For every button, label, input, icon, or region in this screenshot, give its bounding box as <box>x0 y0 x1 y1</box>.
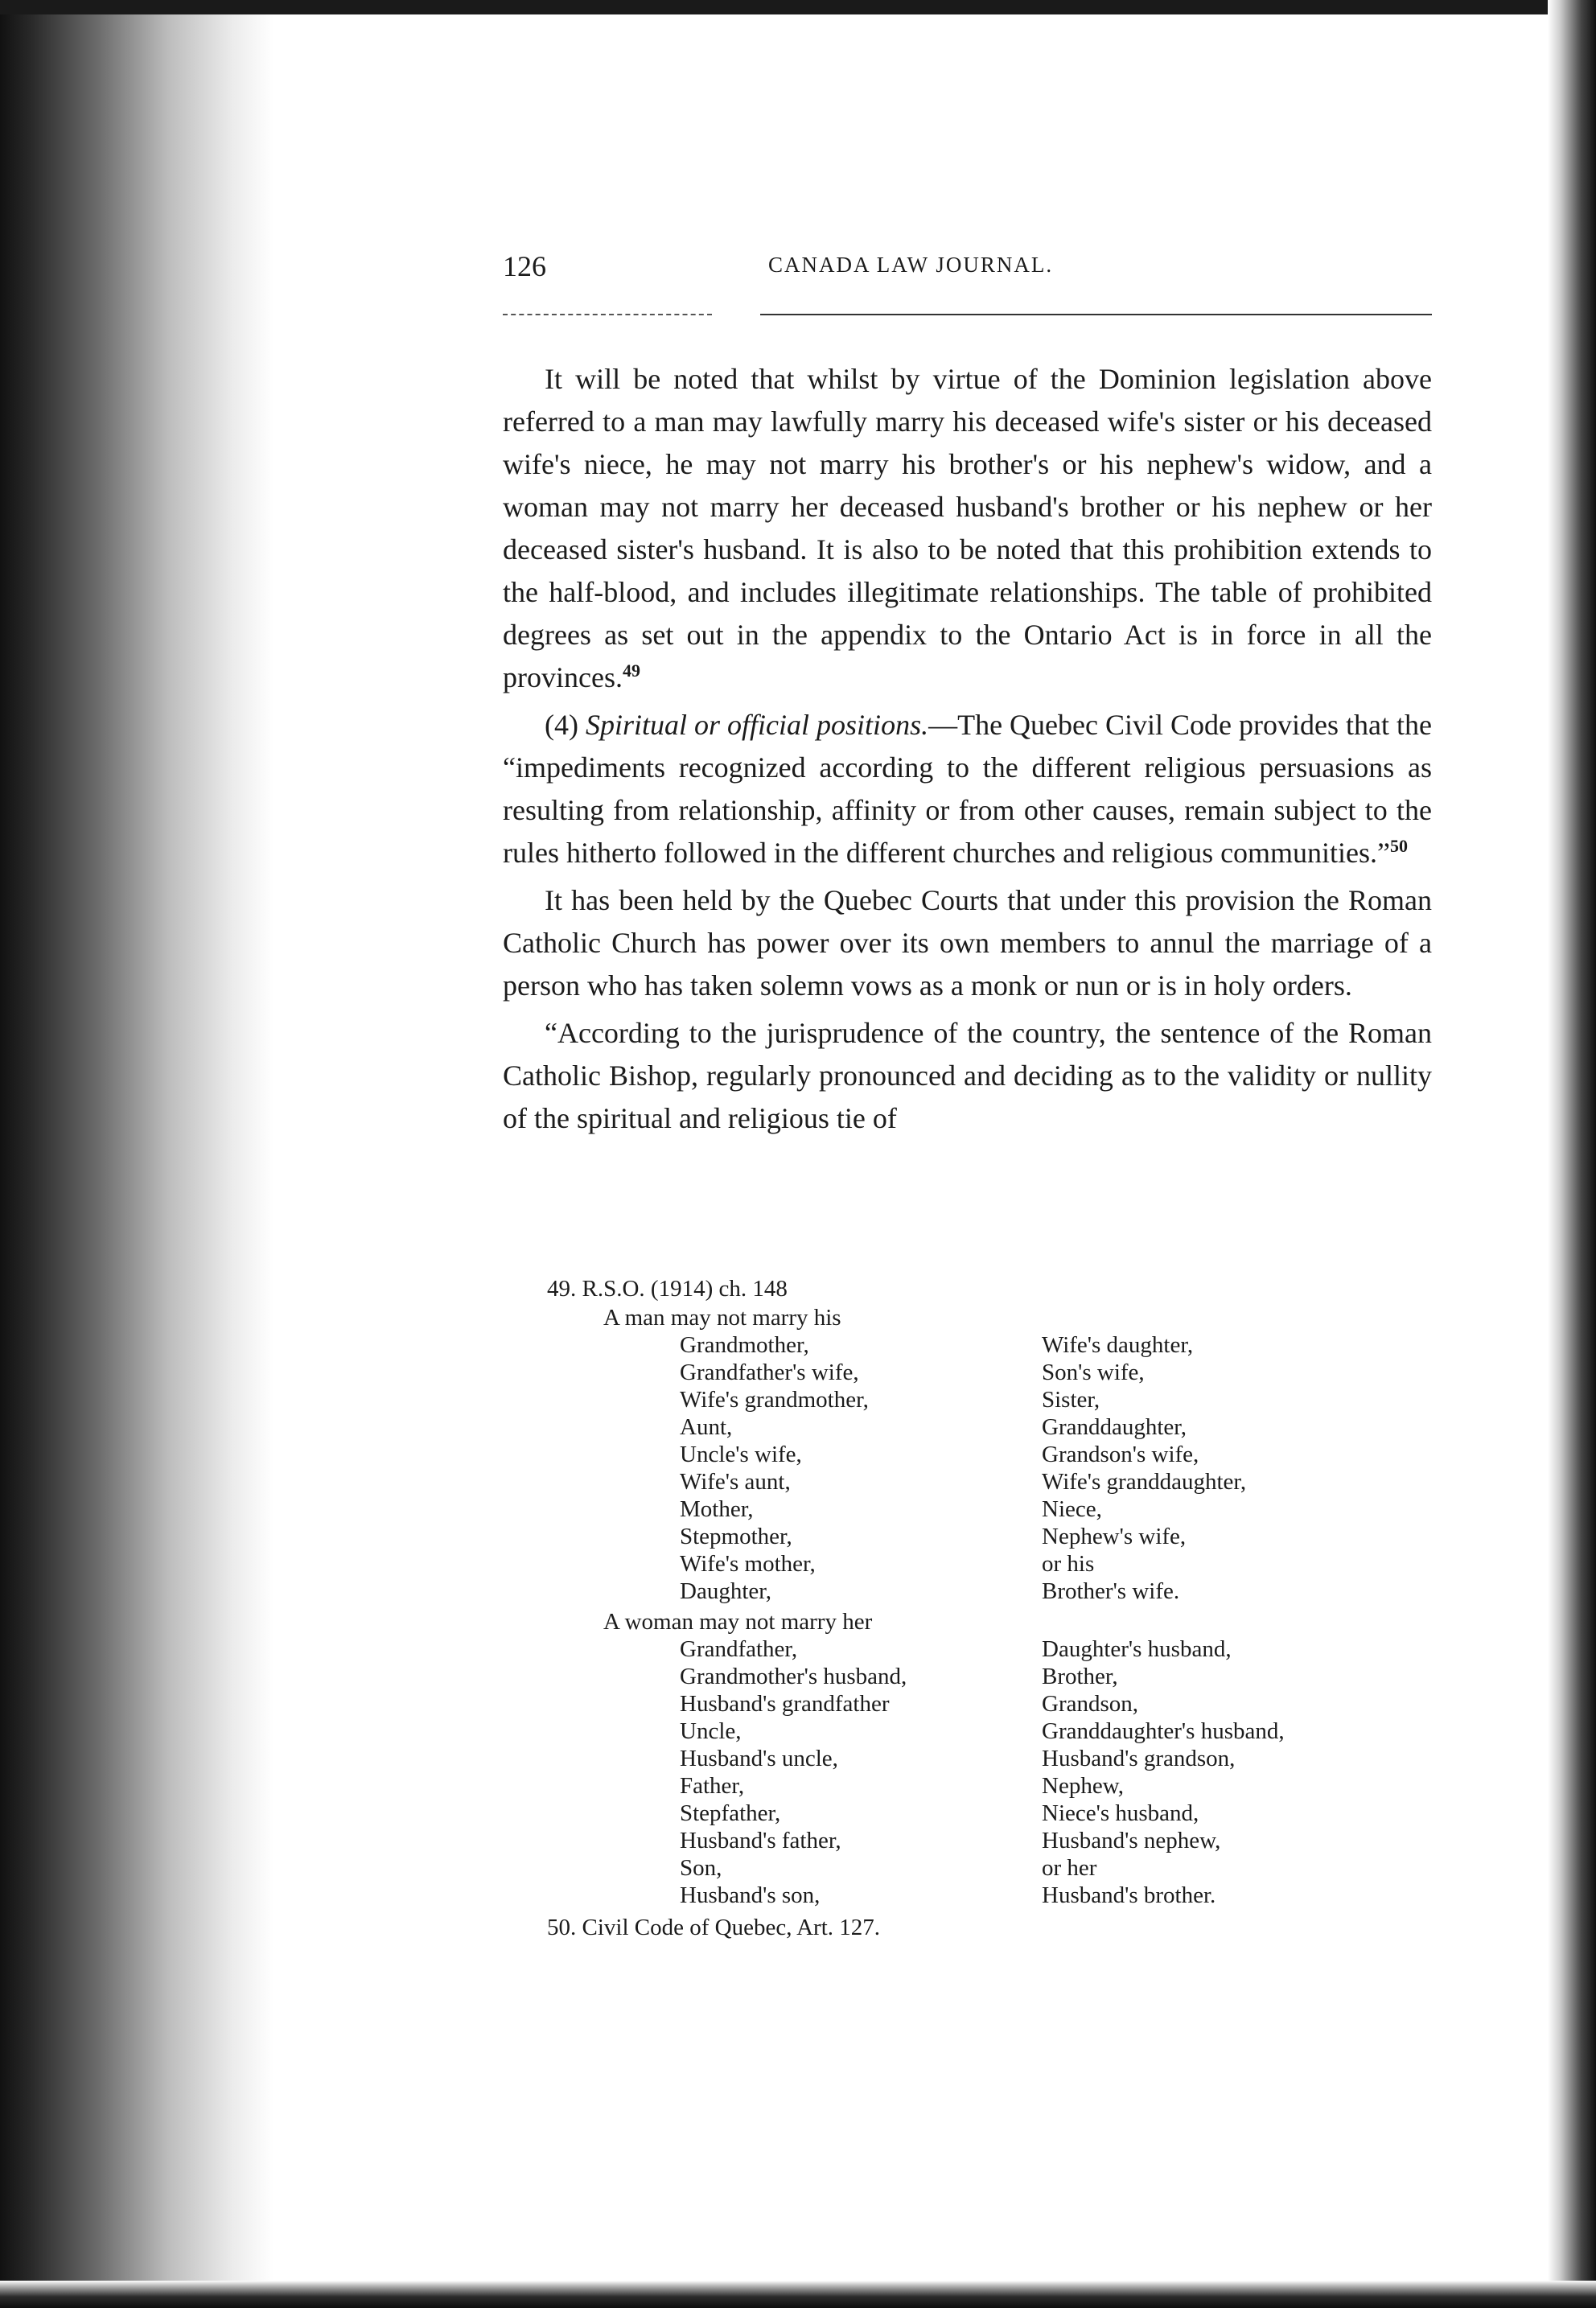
list-item: or her <box>1042 1855 1097 1881</box>
list-item: Granddaughter, <box>1042 1414 1187 1440</box>
list-item: Wife's daughter, <box>1042 1332 1194 1358</box>
list-item: Grandmother's husband, <box>680 1664 907 1689</box>
list-item: Husband's father, <box>680 1828 841 1853</box>
paragraph-4: “According to the jurisprudence of the country, the sentence of the Roman Catholic Bishop, regularly pronounced and deciding as to the validity or nullity of the spiritual and religious tie of <box>503 1017 1432 1134</box>
list-item: Wife's granddaughter, <box>1042 1469 1247 1495</box>
page-header <box>503 249 1432 298</box>
woman-heading: A woman may not marry her <box>603 1609 873 1635</box>
list-item: Stepmother, <box>680 1524 792 1549</box>
list-item: Wife's aunt, <box>680 1469 791 1495</box>
scan-edge-bottom <box>0 2281 1596 2308</box>
list-item: Niece, <box>1042 1496 1102 1522</box>
woman-right-column <box>1042 1635 1404 1909</box>
list-item: Husband's grandson, <box>1042 1746 1236 1771</box>
list-item: Niece's husband, <box>1042 1800 1199 1826</box>
list-item: Aunt, <box>680 1414 733 1440</box>
paragraph-1: It will be noted that whilst by virtue of the Dominion legislation above referred to a man may lawfully marry his deceased wife's sister or his deceased wife's niece, he may not marry his brother's or his nephew's widow, and a woman may not marry her deceased husband's brother or his nephew or her deceased sister's husband. It is also to be noted that this prohibition extends to the half-blood, and includes illegitimate relationships. The table of prohibited degrees as set out in the appendix to the Ontario Act is in force in all the provinces.$^{49}$ <box>503 363 1432 693</box>
list-item: Grandmother, <box>680 1332 809 1358</box>
list-item: Husband's son, <box>680 1882 821 1908</box>
list-item: Brother, <box>1042 1664 1118 1689</box>
footnote-ref-49: 49 <box>622 660 640 681</box>
list-item: Father, <box>680 1773 745 1799</box>
list-item: or his <box>1042 1551 1095 1577</box>
footnote-49-heading: 49. R.S.O. (1914) ch. 148 <box>547 1276 788 1302</box>
footnotes <box>503 1275 1432 1941</box>
man-table <box>503 1331 1432 1605</box>
running-head: CANADA LAW JOURNAL. <box>768 253 1054 277</box>
list-item: Sister, <box>1042 1387 1100 1413</box>
list-item: Grandfather, <box>680 1636 798 1662</box>
page-number: 126 <box>503 250 546 282</box>
list-item: Husband's nephew, <box>1042 1828 1221 1853</box>
woman-left-column <box>503 1635 1042 1909</box>
list-item: Grandson, <box>1042 1691 1139 1717</box>
scan-edge-left <box>0 0 274 2308</box>
body-text <box>503 358 1432 1145</box>
list-item: Husband's uncle, <box>680 1746 838 1771</box>
footnote-50: 50. Civil Code of Quebec, Art. 127. <box>547 1915 881 1940</box>
header-rule-left <box>503 314 712 315</box>
man-right-column <box>1042 1331 1404 1605</box>
scan-edge-right <box>1548 0 1596 2308</box>
man-heading: A man may not marry his <box>603 1305 841 1331</box>
paragraph-3: It has been held by the Quebec Courts that under this provision the Roman Catholic Church has power over its own members to annul the marriage of a person who has taken solemn vows as a monk or nun or is in holy orders. <box>503 884 1432 1002</box>
header-rule-right <box>760 314 1432 315</box>
paragraph-2: (4) Spiritual or official positions.—The Quebec Civil Code provides that the “impediments recognized according to the different religious persuasions as resulting from relationship, affinity or from other causes, remain subject to the rules hitherto followed in the different churches and religious communities.”$^{50}$ <box>503 709 1432 869</box>
man-left-column <box>503 1331 1042 1605</box>
woman-table <box>503 1635 1432 1909</box>
list-item: Nephew, <box>1042 1773 1124 1799</box>
list-item: Grandfather's wife, <box>680 1360 859 1385</box>
footnote-ref-50: 50 <box>1390 836 1409 856</box>
list-item: Daughter's husband, <box>1042 1636 1232 1662</box>
list-item: Son's wife, <box>1042 1360 1145 1385</box>
list-item: Wife's mother, <box>680 1551 816 1577</box>
list-item: Stepfather, <box>680 1800 781 1826</box>
list-item: Granddaughter's husband, <box>1042 1718 1285 1744</box>
journal-page <box>503 249 1432 1940</box>
list-item: Son, <box>680 1855 722 1881</box>
list-item: Grandson's wife, <box>1042 1442 1199 1467</box>
list-item: Wife's grandmother, <box>680 1387 869 1413</box>
list-item: Daughter, <box>680 1578 771 1604</box>
list-item: Nephew's wife, <box>1042 1524 1187 1549</box>
list-item: Mother, <box>680 1496 754 1522</box>
list-item: Uncle, <box>680 1718 742 1744</box>
list-item: Husband's brother. <box>1042 1882 1216 1908</box>
scan-edge-top <box>0 0 1596 14</box>
list-item: Husband's grandfather <box>680 1691 890 1717</box>
list-item: Brother's wife. <box>1042 1578 1180 1604</box>
section-heading: Spiritual or official positions. <box>586 709 929 741</box>
list-item: Uncle's wife, <box>680 1442 802 1467</box>
